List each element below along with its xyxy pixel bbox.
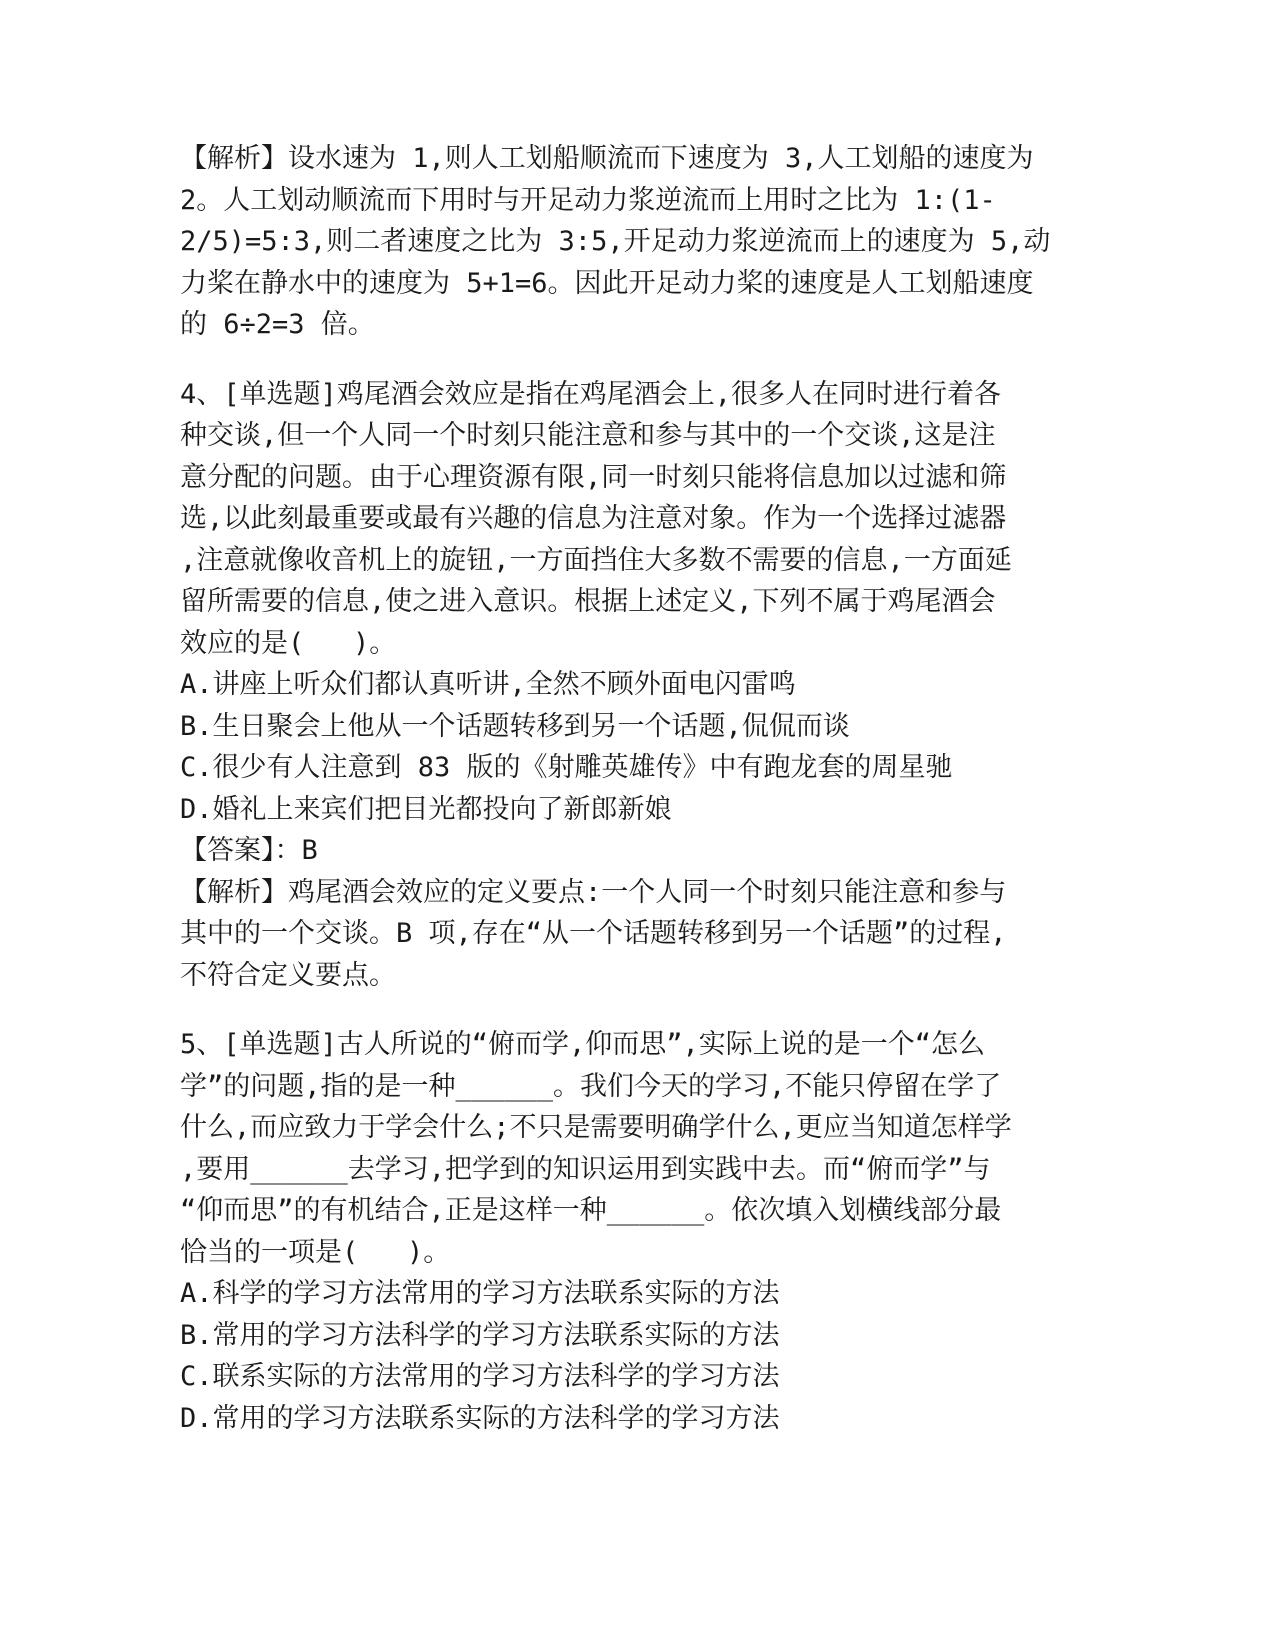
option-a: A.讲座上听众们都认真听讲,全然不顾外面电闪雷鸣 xyxy=(180,669,796,700)
question-stem-line: 效应的是( )。 xyxy=(180,627,397,659)
answer-line: 【答案】：B xyxy=(180,835,318,866)
question-stem-line: ,要用______去学习,把学到的知识运用到实践中去。而“俯而学”与 xyxy=(180,1153,991,1185)
question-stem-line: 学”的问题,指的是一种______。我们今天的学习,不能只停留在学了 xyxy=(180,1070,1002,1102)
text-line: 力桨在静水中的速度为 5+1=6。因此开足动力桨的速度是人工划船速度 xyxy=(180,267,1034,299)
question-stem-line: 5、[单选题]古人所说的“俯而学,仰而思”,实际上说的是一个“怎么 xyxy=(180,1029,986,1060)
text-line: 的 6÷2=3 倍。 xyxy=(180,309,375,340)
question-stem-line: 什么,而应致力于学会什么;不只是需要明确学什么,更应当知道怎样学 xyxy=(180,1112,1012,1143)
block-spacer xyxy=(180,996,1040,1024)
text-line: 【解析】设水速为 1,则人工划船顺流而下速度为 3,人工划船的速度为 xyxy=(180,143,1034,174)
option-c: C.很少有人注意到 83 版的《射雕英雄传》中有跑龙套的周星驰 xyxy=(180,752,953,783)
question-block-4 xyxy=(180,374,1040,997)
question-block-5 xyxy=(180,1024,1040,1439)
document-page xyxy=(180,138,1051,1439)
option-d: D.婚礼上来宾们把目光都投向了新郎新娘 xyxy=(180,793,672,825)
text-line: 2/5)=5:3,则二者速度之比为 3:5,开足动力浆逆流而上的速度为 5,动 xyxy=(180,226,1051,257)
option-b: B.常用的学习方法科学的学习方法联系实际的方法 xyxy=(180,1319,780,1351)
option-d: D.常用的学习方法联系实际的方法科学的学习方法 xyxy=(180,1402,780,1434)
question-stem-line: 4、[单选题]鸡尾酒会效应是指在鸡尾酒会上,很多人在同时进行着各 xyxy=(180,378,1002,410)
analysis-line: 【解析】鸡尾酒会效应的定义要点:一个人同一个时刻只能注意和参与 xyxy=(180,876,1007,908)
text-line: 2。人工划动顺流而下用时与开足动力浆逆流而上用时之比为 1:(1- xyxy=(180,184,996,216)
question-stem-line: 意分配的问题。由于心理资源有限,同一时刻只能将信息加以过滤和筛 xyxy=(180,461,1007,493)
question-stem-line: 选,以此刻最重要或最有兴趣的信息为注意对象。作为一个选择过滤器 xyxy=(180,503,1007,534)
option-b: B.生日聚会上他从一个话题转移到另一个话题,侃侃而谈 xyxy=(180,710,850,742)
analysis-block-3 xyxy=(180,138,1051,346)
block-spacer xyxy=(180,346,1040,374)
question-stem-line: ,注意就像收音机上的旋钮,一方面挡住大多数不需要的信息,一方面延 xyxy=(180,544,1012,576)
option-a: A.科学的学习方法常用的学习方法联系实际的方法 xyxy=(180,1278,780,1309)
question-stem-line: 留所需要的信息,使之进入意识。根据上述定义,下列不属于鸡尾酒会 xyxy=(180,586,996,617)
question-stem-line: 恰当的一项是( )。 xyxy=(180,1236,451,1268)
analysis-line: 不符合定义要点。 xyxy=(180,959,396,991)
option-c: C.联系实际的方法常用的学习方法科学的学习方法 xyxy=(180,1361,780,1392)
question-stem-line: 种交谈,但一个人同一个时刻只能注意和参与其中的一个交谈,这是注 xyxy=(180,420,996,451)
analysis-line: 其中的一个交谈。B 项,存在“从一个话题转移到另一个话题”的过程, xyxy=(180,918,1007,949)
question-stem-line: “仰而思”的有机结合,正是这样一种______。依次填入划横线部分最 xyxy=(180,1195,1002,1226)
